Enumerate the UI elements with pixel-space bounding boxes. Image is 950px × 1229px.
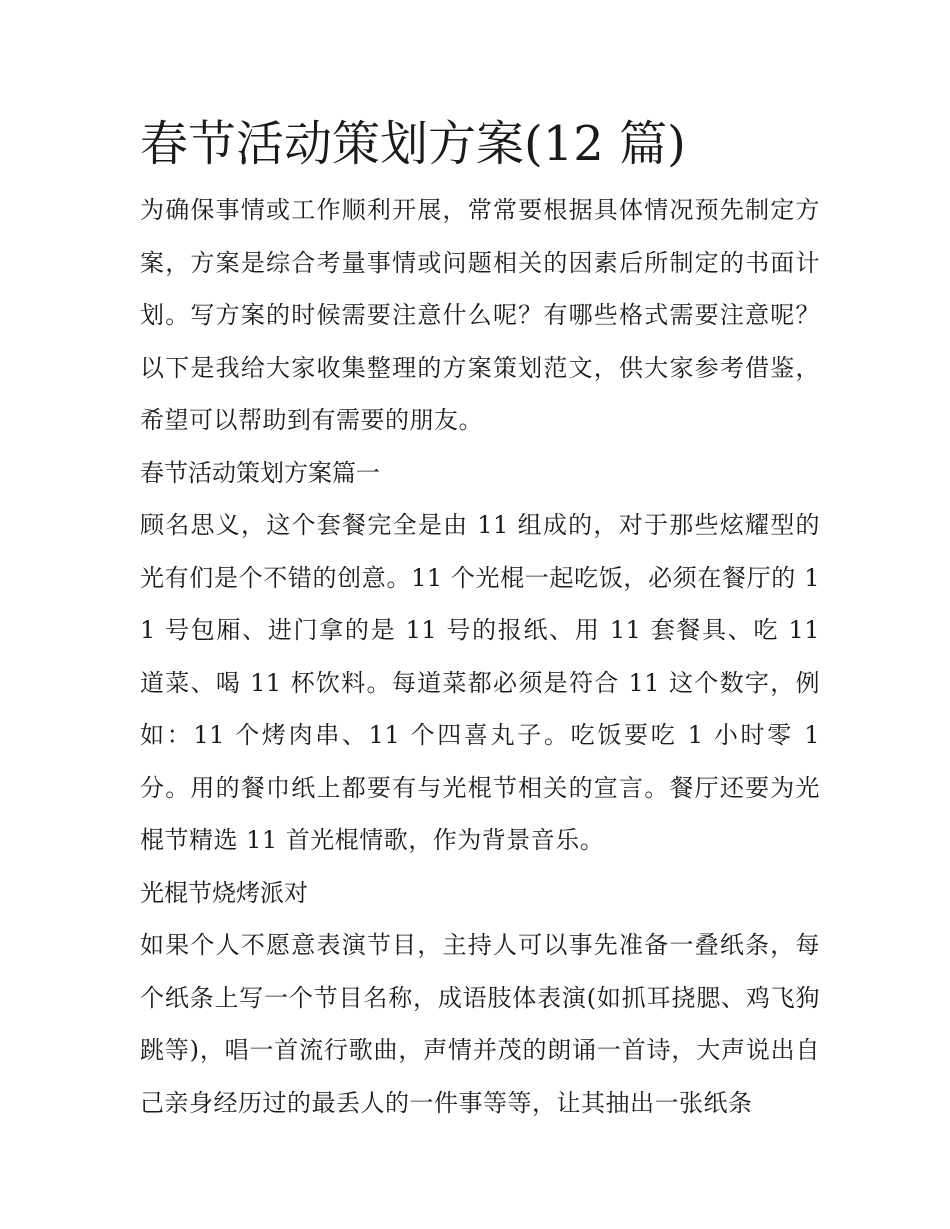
section-body-2: 如果个人不愿意表演节目，主持人可以事先准备一叠纸条，每个纸条上写一个节目名称，成语肢体表演(如抓耳挠腮、鸡飞狗跳等)，唱一首流行歌曲，声情并茂的朗诵一首诗，大声说出自己亲身经历过的最丢人的一件事等等，让其抽出一张纸条 bbox=[140, 931, 820, 1117]
section-heading-1: 春节活动策划方案篇一 bbox=[140, 458, 380, 487]
document-page bbox=[140, 112, 820, 1129]
document-title: 春节活动策划方案(12 篇) bbox=[140, 116, 686, 172]
section-heading-2: 光棍节烧烤派对 bbox=[140, 878, 308, 907]
intro-paragraph: 为确保事情或工作顺利开展，常常要根据具体情况预先制定方案，方案是综合考量事情或问题相关的因素后所制定的书面计划。写方案的时候需要注意什么呢？有哪些格式需要注意呢？以下是我给大家收集整理的方案策划范文，供大家参考借鉴，希望可以帮助到有需要的朋友。 bbox=[140, 196, 820, 434]
section-body-1: 顾名思义，这个套餐完全是由 11 组成的，对于那些炫耀型的光有们是个不错的创意。11 个光棍一起吃饭，必须在餐厅的 11 号包厢、进门拿的是 11 号的报纸、用 11 套餐具、吃 11 道菜、喝 11 杯饮料。每道菜都必须是符合 11 这个数字，例如：11 个烤肉串、11 个四喜丸子。吃饭要吃 1 小时零 1 分。用的餐巾纸上都要有与光棍节相关的宣言。餐厅还要为光棍节精选 11 首光棍情歌，作为背景音乐。 bbox=[140, 511, 820, 854]
